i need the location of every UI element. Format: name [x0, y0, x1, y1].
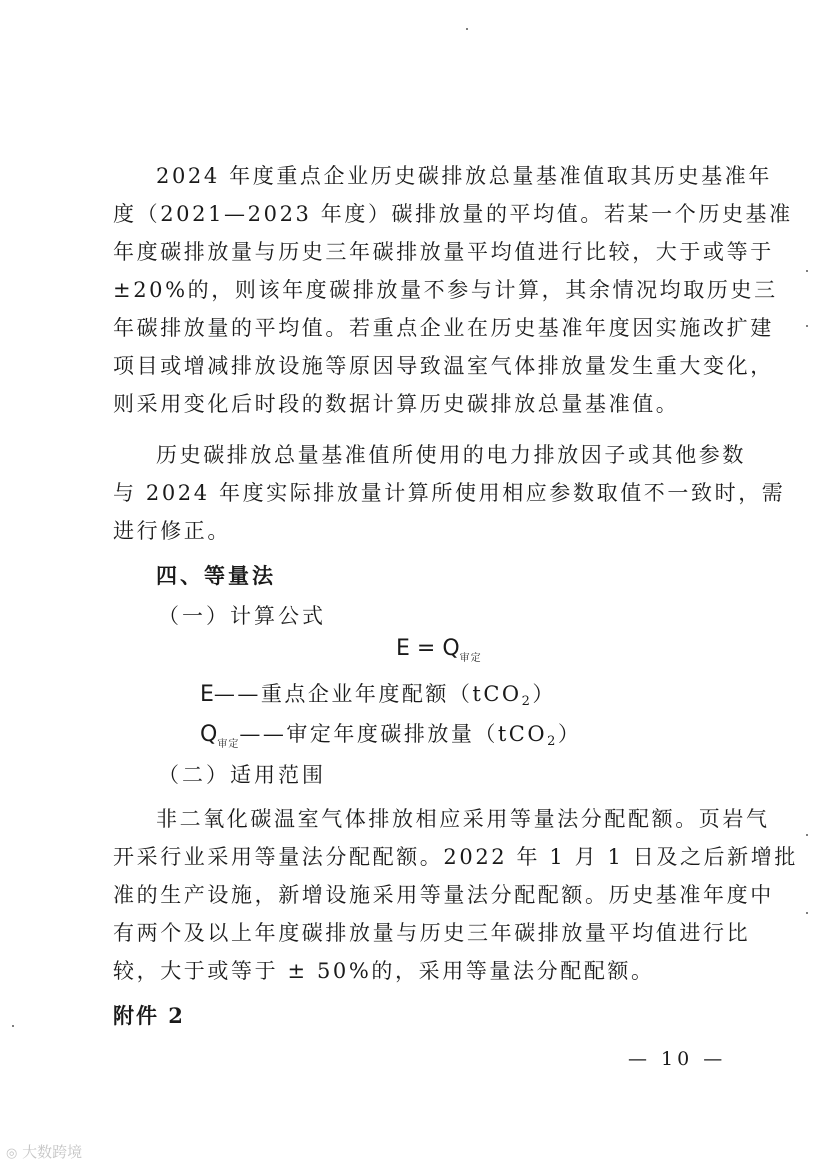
- formula: [396, 636, 482, 664]
- attachment-label: 附件 2: [113, 1003, 185, 1028]
- definition-symbol: Q: [200, 722, 218, 747]
- scan-artifact: [12, 1025, 14, 1027]
- definition-subscript: 2: [547, 734, 558, 749]
- definition-symbol: E: [200, 682, 214, 707]
- formula-rhs: Q: [442, 636, 460, 661]
- definition-text: 审定年度碳排放量（tCO: [286, 722, 548, 746]
- scan-artifact: [806, 834, 808, 836]
- paragraph-line: 较，大于或等于 ± 50%的，采用等量法分配配额。: [113, 959, 655, 983]
- definition-close: ）: [557, 722, 582, 746]
- formula-lhs: E: [396, 636, 410, 661]
- paragraph-line: 有两个及以上年度碳排放量与历史三年碳排放量平均值进行比: [113, 921, 751, 945]
- scan-artifact: [806, 912, 808, 914]
- paragraph-line: 2024 年度重点企业历史碳排放总量基准值取其历史基准年: [156, 164, 772, 188]
- definition-e: [200, 678, 556, 709]
- scan-artifact: [806, 270, 808, 272]
- paragraph-line: 年碳排放量的平均值。若重点企业在历史基准年度因实施改扩建: [113, 316, 774, 340]
- definition-close: ）: [532, 682, 556, 706]
- paragraph-line: 非二氧化碳温室气体排放相应采用等量法分配配额。页岩气: [156, 807, 770, 831]
- paragraph-line: 进行修正。: [113, 519, 231, 543]
- watermark-logo-icon: ◎: [6, 1146, 18, 1161]
- formula-rhs-subscript: 审定: [459, 653, 482, 664]
- paragraph-line: 项目或增减排放设施等原因导致温室气体排放量发生重大变化，: [113, 354, 774, 378]
- paragraph-line: 度（2021—2023 年度）碳排放量的平均值。若某一个历史基准: [113, 202, 793, 226]
- formula-equals: =: [409, 636, 443, 661]
- scan-artifact: [806, 325, 808, 327]
- paragraph-line: ±20%的，则该年度碳排放量不参与计算，其余情况均取历史三: [113, 278, 778, 302]
- definition-q: [200, 718, 581, 750]
- page-number: — 10 —: [628, 1048, 727, 1070]
- paragraph-line: 历史碳排放总量基准值所使用的电力排放因子或其他参数: [156, 443, 746, 467]
- definition-dash: ——: [213, 682, 261, 706]
- definition-dash: ——: [239, 722, 287, 746]
- definition-subscript: 2: [521, 694, 533, 709]
- definition-text: 重点企业年度配额（tCO: [260, 682, 522, 706]
- paragraph-line: 年度碳排放量与历史三年碳排放量平均值进行比较，大于或等于: [113, 240, 774, 264]
- paragraph-line: 则采用变化后时段的数据计算历史碳排放总量基准值。: [113, 392, 680, 416]
- section-heading: 四、等量法: [156, 564, 276, 588]
- paragraph-line: 开采行业采用等量法分配配额。2022 年 1 月 1 日及之后新增批: [113, 845, 798, 869]
- watermark: [6, 1141, 82, 1162]
- subsection-heading-formula: （一）计算公式: [158, 604, 326, 628]
- paragraph-line: 与 2024 年度实际排放量计算所使用相应参数取值不一致时，需: [113, 481, 786, 505]
- scan-artifact: [466, 28, 468, 30]
- watermark-text: 大数跨境: [22, 1143, 83, 1161]
- subsection-heading-scope: （二）适用范围: [158, 763, 326, 787]
- paragraph-line: 准的生产设施，新增设施采用等量法分配配额。历史基准年度中: [113, 883, 774, 907]
- definition-symbol-subscript: 审定: [217, 739, 240, 750]
